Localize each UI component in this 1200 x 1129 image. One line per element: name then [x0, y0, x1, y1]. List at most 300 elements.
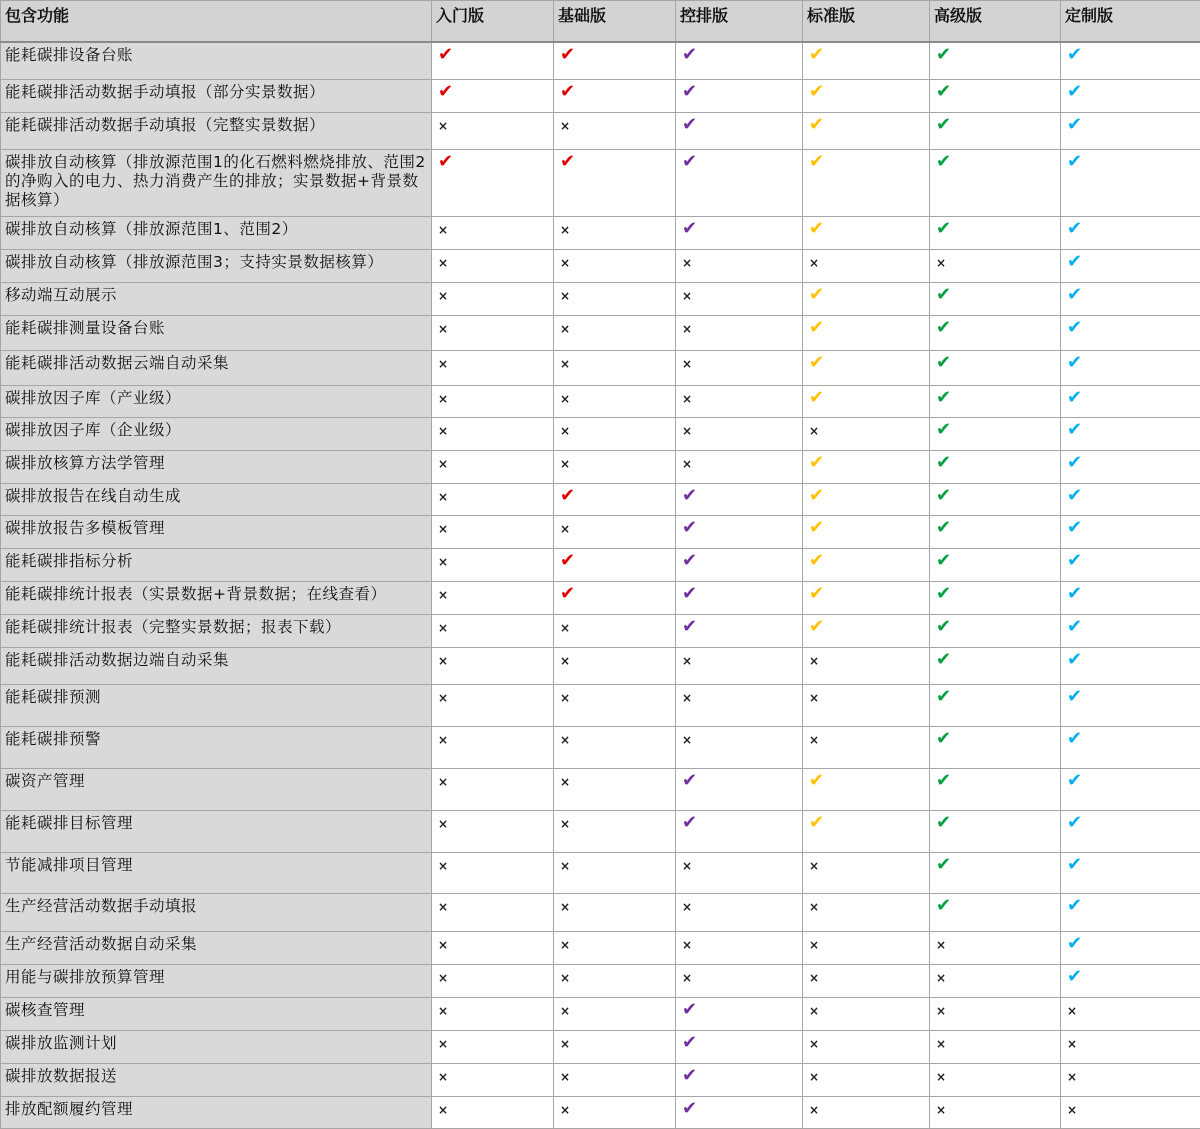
- cross-icon: ×: [438, 1001, 448, 1021]
- cell-standard: [803, 810, 930, 852]
- cell-custom: [1061, 964, 1200, 997]
- check-icon: ✔: [682, 219, 697, 239]
- cross-icon: ×: [682, 730, 692, 750]
- cell-basic: [554, 216, 676, 249]
- cross-icon: ×: [560, 618, 570, 638]
- cross-icon: ×: [809, 688, 819, 708]
- cell-advanced: [930, 726, 1061, 768]
- check-icon: ✔: [1067, 219, 1082, 239]
- cell-basic: [554, 931, 676, 964]
- cross-icon: ×: [809, 1100, 819, 1120]
- cross-icon: ×: [560, 319, 570, 339]
- cross-icon: ×: [438, 772, 448, 792]
- table-row: [1, 997, 1200, 1030]
- cell-advanced: [930, 614, 1061, 647]
- cell-advanced: [930, 350, 1061, 385]
- cell-advanced: [930, 581, 1061, 614]
- cell-advanced: [930, 315, 1061, 350]
- feature-name: 能耗碳排统计报表（完整实景数据；报表下载）: [1, 614, 432, 647]
- cell-standard: [803, 249, 930, 282]
- cell-basic: [554, 149, 676, 216]
- feature-name: 能耗碳排目标管理: [1, 810, 432, 852]
- cell-control: [676, 1030, 803, 1063]
- check-icon: ✔: [809, 813, 824, 833]
- check-icon: ✔: [809, 45, 824, 65]
- header-entry-edition: 入门版: [432, 1, 554, 43]
- cell-basic: [554, 726, 676, 768]
- check-icon: ✔: [936, 318, 951, 338]
- cell-standard: [803, 768, 930, 810]
- cell-advanced: [930, 647, 1061, 684]
- cell-control: [676, 216, 803, 249]
- cell-standard: [803, 282, 930, 315]
- cell-standard: [803, 79, 930, 112]
- cell-custom: [1061, 893, 1200, 931]
- cross-icon: ×: [438, 253, 448, 273]
- feature-name: 碳排放自动核算（排放源范围1的化石燃料燃烧排放、范围2的净购入的电力、热力消费产生的排放；实景数据+背景数据核算）: [1, 149, 432, 216]
- check-icon: ✔: [682, 486, 697, 506]
- check-icon: ✔: [1067, 934, 1082, 954]
- check-icon: ✔: [682, 82, 697, 102]
- cross-icon: ×: [682, 856, 692, 876]
- cross-icon: ×: [936, 253, 946, 273]
- check-icon: ✔: [1067, 285, 1082, 305]
- table-row: [1, 450, 1200, 483]
- cell-control: [676, 483, 803, 515]
- check-icon: ✔: [1067, 584, 1082, 604]
- check-icon: ✔: [1067, 453, 1082, 473]
- cell-entry: [432, 315, 554, 350]
- table-row: [1, 385, 1200, 417]
- cell-standard: [803, 450, 930, 483]
- check-icon: ✔: [560, 486, 575, 506]
- cell-control: [676, 647, 803, 684]
- cell-basic: [554, 810, 676, 852]
- cell-control: [676, 810, 803, 852]
- cell-entry: [432, 726, 554, 768]
- check-icon: ✔: [809, 771, 824, 791]
- cross-icon: ×: [809, 968, 819, 988]
- feature-name: 碳排放报告在线自动生成: [1, 483, 432, 515]
- cross-icon: ×: [438, 897, 448, 917]
- cell-entry: [432, 216, 554, 249]
- cell-basic: [554, 483, 676, 515]
- check-icon: ✔: [809, 285, 824, 305]
- check-icon: ✔: [682, 551, 697, 571]
- cross-icon: ×: [560, 519, 570, 539]
- table-row: [1, 216, 1200, 249]
- cell-custom: [1061, 810, 1200, 852]
- cell-custom: [1061, 282, 1200, 315]
- cell-control: [676, 684, 803, 726]
- cell-custom: [1061, 249, 1200, 282]
- cross-icon: ×: [682, 286, 692, 306]
- cross-icon: ×: [438, 935, 448, 955]
- cross-icon: ×: [560, 968, 570, 988]
- cross-icon: ×: [1067, 1034, 1077, 1054]
- header-feature: 包含功能: [1, 1, 432, 43]
- cell-entry: [432, 1096, 554, 1128]
- cell-custom: [1061, 1030, 1200, 1063]
- check-icon: ✔: [560, 45, 575, 65]
- cell-advanced: [930, 997, 1061, 1030]
- cell-control: [676, 726, 803, 768]
- cross-icon: ×: [809, 730, 819, 750]
- cross-icon: ×: [560, 897, 570, 917]
- cell-control: [676, 1096, 803, 1128]
- cell-standard: [803, 931, 930, 964]
- feature-name: 能耗碳排活动数据手动填报（部分实景数据）: [1, 79, 432, 112]
- header-custom-edition: 定制版: [1061, 1, 1200, 43]
- cross-icon: ×: [682, 651, 692, 671]
- feature-name: 碳核查管理: [1, 997, 432, 1030]
- feature-name: 碳排放监测计划: [1, 1030, 432, 1063]
- cell-custom: [1061, 149, 1200, 216]
- cell-entry: [432, 581, 554, 614]
- cell-entry: [432, 79, 554, 112]
- cell-entry: [432, 417, 554, 450]
- cell-custom: [1061, 614, 1200, 647]
- cell-basic: [554, 1063, 676, 1096]
- cell-entry: [432, 852, 554, 893]
- check-icon: ✔: [1067, 82, 1082, 102]
- cell-entry: [432, 515, 554, 548]
- cross-icon: ×: [560, 1034, 570, 1054]
- cell-entry: [432, 1030, 554, 1063]
- cell-control: [676, 931, 803, 964]
- feature-name: 碳排放因子库（企业级）: [1, 417, 432, 450]
- cross-icon: ×: [682, 389, 692, 409]
- check-icon: ✔: [936, 486, 951, 506]
- feature-name: 碳资产管理: [1, 768, 432, 810]
- check-icon: ✔: [936, 813, 951, 833]
- cross-icon: ×: [560, 856, 570, 876]
- cell-custom: [1061, 581, 1200, 614]
- cell-standard: [803, 614, 930, 647]
- cell-standard: [803, 647, 930, 684]
- cross-icon: ×: [560, 220, 570, 240]
- check-icon: ✔: [936, 855, 951, 875]
- check-icon: ✔: [936, 896, 951, 916]
- cross-icon: ×: [809, 651, 819, 671]
- table-row: [1, 42, 1200, 79]
- cell-advanced: [930, 1096, 1061, 1128]
- check-icon: ✔: [1067, 388, 1082, 408]
- cell-basic: [554, 350, 676, 385]
- feature-name: 碳排放自动核算（排放源范围1、范围2）: [1, 216, 432, 249]
- check-icon: ✔: [1067, 152, 1082, 172]
- check-icon: ✔: [936, 82, 951, 102]
- check-icon: ✔: [1067, 967, 1082, 987]
- check-icon: ✔: [809, 115, 824, 135]
- table-row: [1, 112, 1200, 149]
- check-icon: ✔: [936, 687, 951, 707]
- cross-icon: ×: [809, 1034, 819, 1054]
- cross-icon: ×: [560, 354, 570, 374]
- cross-icon: ×: [936, 935, 946, 955]
- cell-basic: [554, 42, 676, 79]
- check-icon: ✔: [682, 518, 697, 538]
- table-row: [1, 964, 1200, 997]
- check-icon: ✔: [682, 1066, 697, 1086]
- check-icon: ✔: [936, 152, 951, 172]
- check-icon: ✔: [1067, 771, 1082, 791]
- cross-icon: ×: [438, 730, 448, 750]
- cell-advanced: [930, 893, 1061, 931]
- feature-name: 碳排放自动核算（排放源范围3；支持实景数据核算）: [1, 249, 432, 282]
- table-row: [1, 852, 1200, 893]
- check-icon: ✔: [936, 551, 951, 571]
- cell-advanced: [930, 149, 1061, 216]
- table-row: [1, 647, 1200, 684]
- check-icon: ✔: [936, 388, 951, 408]
- cell-advanced: [930, 768, 1061, 810]
- cell-basic: [554, 893, 676, 931]
- check-icon: ✔: [809, 486, 824, 506]
- cell-basic: [554, 515, 676, 548]
- check-icon: ✔: [809, 617, 824, 637]
- check-icon: ✔: [1067, 855, 1082, 875]
- check-icon: ✔: [809, 388, 824, 408]
- cell-advanced: [930, 852, 1061, 893]
- cell-basic: [554, 997, 676, 1030]
- cell-custom: [1061, 385, 1200, 417]
- check-icon: ✔: [936, 771, 951, 791]
- cell-entry: [432, 385, 554, 417]
- feature-name: 排放配额履约管理: [1, 1096, 432, 1128]
- cell-standard: [803, 112, 930, 149]
- table-row: [1, 1030, 1200, 1063]
- cell-custom: [1061, 450, 1200, 483]
- table-row: [1, 282, 1200, 315]
- cell-entry: [432, 893, 554, 931]
- check-icon: ✔: [809, 551, 824, 571]
- cell-custom: [1061, 42, 1200, 79]
- cross-icon: ×: [936, 1067, 946, 1087]
- feature-name: 生产经营活动数据手动填报: [1, 893, 432, 931]
- table-row: [1, 548, 1200, 581]
- check-icon: ✔: [936, 518, 951, 538]
- cell-advanced: [930, 1063, 1061, 1096]
- check-icon: ✔: [936, 617, 951, 637]
- check-icon: ✔: [936, 353, 951, 373]
- check-icon: ✔: [936, 650, 951, 670]
- cross-icon: ×: [438, 651, 448, 671]
- cell-advanced: [930, 684, 1061, 726]
- cell-control: [676, 350, 803, 385]
- feature-name: 碳排放核算方法学管理: [1, 450, 432, 483]
- header-basic-edition: 基础版: [554, 1, 676, 43]
- check-icon: ✔: [809, 82, 824, 102]
- cell-custom: [1061, 1063, 1200, 1096]
- cell-advanced: [930, 216, 1061, 249]
- check-icon: ✔: [1067, 518, 1082, 538]
- cell-advanced: [930, 450, 1061, 483]
- table-row: [1, 149, 1200, 216]
- check-icon: ✔: [936, 584, 951, 604]
- table-row: [1, 684, 1200, 726]
- cell-entry: [432, 1063, 554, 1096]
- cross-icon: ×: [809, 421, 819, 441]
- cross-icon: ×: [1067, 1001, 1077, 1021]
- cell-standard: [803, 149, 930, 216]
- cell-basic: [554, 768, 676, 810]
- cross-icon: ×: [560, 651, 570, 671]
- cross-icon: ×: [560, 1001, 570, 1021]
- feature-name: 生产经营活动数据自动采集: [1, 931, 432, 964]
- table-row: [1, 893, 1200, 931]
- check-icon: ✔: [809, 219, 824, 239]
- cell-advanced: [930, 515, 1061, 548]
- check-icon: ✔: [809, 518, 824, 538]
- check-icon: ✔: [936, 285, 951, 305]
- cell-control: [676, 149, 803, 216]
- header-row: [1, 1, 1200, 43]
- check-icon: ✔: [1067, 687, 1082, 707]
- table-row: [1, 515, 1200, 548]
- check-icon: ✔: [1067, 551, 1082, 571]
- feature-name: 节能减排项目管理: [1, 852, 432, 893]
- cell-advanced: [930, 1030, 1061, 1063]
- cell-standard: [803, 1030, 930, 1063]
- cross-icon: ×: [560, 286, 570, 306]
- cell-control: [676, 1063, 803, 1096]
- feature-name: 能耗碳排预警: [1, 726, 432, 768]
- cross-icon: ×: [560, 688, 570, 708]
- check-icon: ✔: [1067, 896, 1082, 916]
- cell-basic: [554, 1030, 676, 1063]
- cell-basic: [554, 79, 676, 112]
- feature-name: 能耗碳排预测: [1, 684, 432, 726]
- table-body: [1, 42, 1200, 1128]
- cross-icon: ×: [560, 421, 570, 441]
- cell-standard: [803, 726, 930, 768]
- cell-entry: [432, 282, 554, 315]
- cell-standard: [803, 893, 930, 931]
- cell-entry: [432, 548, 554, 581]
- cross-icon: ×: [936, 1001, 946, 1021]
- cell-basic: [554, 614, 676, 647]
- cross-icon: ×: [936, 968, 946, 988]
- cell-basic: [554, 1096, 676, 1128]
- cross-icon: ×: [438, 286, 448, 306]
- cell-custom: [1061, 350, 1200, 385]
- cell-entry: [432, 997, 554, 1030]
- check-icon: ✔: [438, 45, 453, 65]
- cell-basic: [554, 282, 676, 315]
- cell-advanced: [930, 964, 1061, 997]
- check-icon: ✔: [682, 1033, 697, 1053]
- cell-advanced: [930, 810, 1061, 852]
- table-row: [1, 726, 1200, 768]
- cell-entry: [432, 450, 554, 483]
- header-standard-edition: 标准版: [803, 1, 930, 43]
- cell-entry: [432, 112, 554, 149]
- cell-control: [676, 515, 803, 548]
- check-icon: ✔: [682, 584, 697, 604]
- cross-icon: ×: [438, 487, 448, 507]
- cell-entry: [432, 42, 554, 79]
- cell-entry: [432, 647, 554, 684]
- cross-icon: ×: [1067, 1100, 1077, 1120]
- cross-icon: ×: [682, 935, 692, 955]
- check-icon: ✔: [936, 729, 951, 749]
- cell-advanced: [930, 548, 1061, 581]
- check-icon: ✔: [1067, 318, 1082, 338]
- check-icon: ✔: [1067, 353, 1082, 373]
- cell-entry: [432, 964, 554, 997]
- cell-basic: [554, 450, 676, 483]
- cell-entry: [432, 350, 554, 385]
- cell-standard: [803, 997, 930, 1030]
- cross-icon: ×: [560, 1067, 570, 1087]
- cell-advanced: [930, 282, 1061, 315]
- cell-control: [676, 964, 803, 997]
- cell-advanced: [930, 79, 1061, 112]
- check-icon: ✔: [936, 453, 951, 473]
- feature-name: 碳排放报告多模板管理: [1, 515, 432, 548]
- cross-icon: ×: [438, 454, 448, 474]
- cell-advanced: [930, 42, 1061, 79]
- cell-control: [676, 768, 803, 810]
- table-row: [1, 810, 1200, 852]
- table-row: [1, 931, 1200, 964]
- cell-custom: [1061, 1096, 1200, 1128]
- check-icon: ✔: [438, 152, 453, 172]
- check-icon: ✔: [936, 219, 951, 239]
- cell-standard: [803, 483, 930, 515]
- cross-icon: ×: [438, 421, 448, 441]
- cell-control: [676, 614, 803, 647]
- feature-name: 移动端互动展示: [1, 282, 432, 315]
- cell-entry: [432, 249, 554, 282]
- cell-advanced: [930, 385, 1061, 417]
- table-row: [1, 614, 1200, 647]
- cell-entry: [432, 810, 554, 852]
- cross-icon: ×: [809, 1001, 819, 1021]
- check-icon: ✔: [1067, 617, 1082, 637]
- check-icon: ✔: [682, 617, 697, 637]
- check-icon: ✔: [1067, 486, 1082, 506]
- check-icon: ✔: [1067, 420, 1082, 440]
- cross-icon: ×: [682, 688, 692, 708]
- cross-icon: ×: [682, 897, 692, 917]
- cell-basic: [554, 647, 676, 684]
- cell-standard: [803, 1063, 930, 1096]
- table-row: [1, 249, 1200, 282]
- cell-standard: [803, 1096, 930, 1128]
- table-row: [1, 1096, 1200, 1128]
- feature-name: 能耗碳排活动数据手动填报（完整实景数据）: [1, 112, 432, 149]
- check-icon: ✔: [809, 318, 824, 338]
- cross-icon: ×: [809, 856, 819, 876]
- check-icon: ✔: [809, 453, 824, 473]
- cell-entry: [432, 149, 554, 216]
- cell-control: [676, 385, 803, 417]
- cross-icon: ×: [438, 354, 448, 374]
- cross-icon: ×: [438, 1067, 448, 1087]
- cell-custom: [1061, 852, 1200, 893]
- cross-icon: ×: [438, 116, 448, 136]
- cell-standard: [803, 216, 930, 249]
- check-icon: ✔: [682, 771, 697, 791]
- cell-advanced: [930, 931, 1061, 964]
- check-icon: ✔: [560, 584, 575, 604]
- check-icon: ✔: [936, 115, 951, 135]
- cell-basic: [554, 581, 676, 614]
- cross-icon: ×: [438, 585, 448, 605]
- cell-standard: [803, 515, 930, 548]
